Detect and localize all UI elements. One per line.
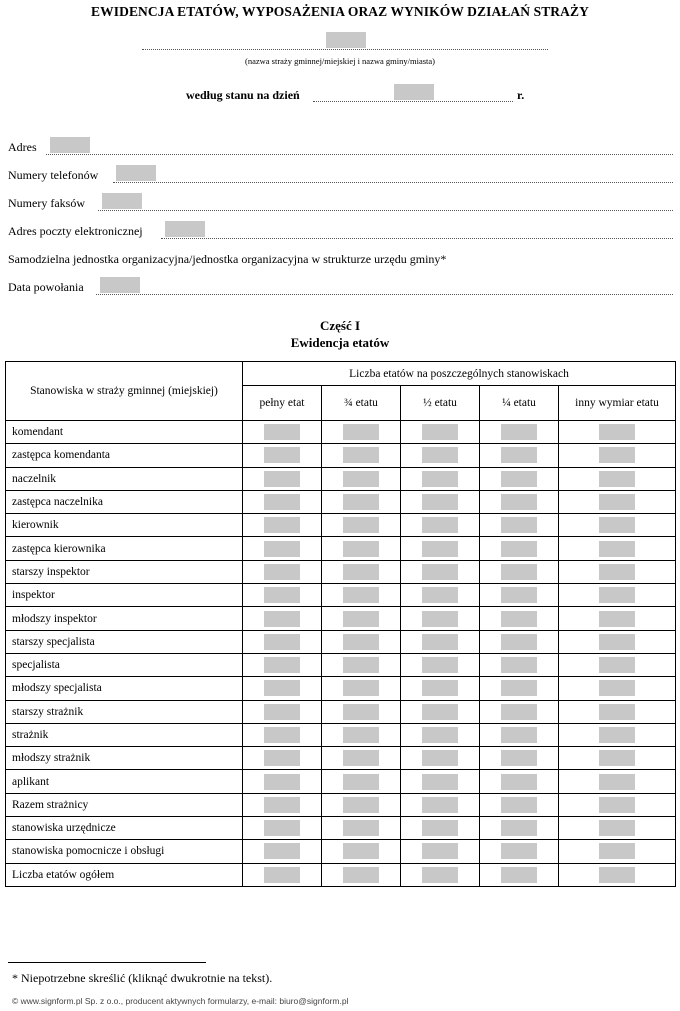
table-row (6, 630, 676, 653)
fte-input-field[interactable] (264, 680, 300, 696)
form-field-label: Numery telefonów (8, 168, 99, 182)
table-row (6, 514, 676, 537)
fte-cell (243, 863, 322, 886)
fte-input-field[interactable] (422, 750, 458, 766)
table-row (6, 770, 676, 793)
staffing-table (5, 361, 676, 887)
fte-group-header: Liczba etatów na poszczególnych stanowiskach (243, 362, 676, 386)
fte-cell (401, 653, 480, 676)
fte-cell (322, 863, 401, 886)
form-field-dotted-line (98, 210, 673, 211)
fte-cell (401, 490, 480, 513)
section-name-heading: Ewidencja etatów (290, 335, 390, 350)
fte-cell (322, 747, 401, 770)
position-label: stanowiska pomocnicze i obsługi (6, 840, 243, 863)
fte-cell (480, 490, 559, 513)
fte-input-field[interactable] (343, 797, 379, 813)
fte-cell (559, 560, 676, 583)
fte-input-field[interactable] (422, 611, 458, 627)
fte-cell (480, 793, 559, 816)
fte-input-field[interactable] (343, 680, 379, 696)
form-field-dotted-line (46, 154, 673, 155)
table-row (6, 653, 676, 676)
fte-input-field[interactable] (264, 634, 300, 650)
fte-cell (401, 421, 480, 444)
date-field[interactable] (394, 84, 434, 100)
fte-input-field[interactable] (422, 517, 458, 533)
credit-text: © www.signform.pl Sp. z o.o., producent aktywnych formularzy, e-mail: biuro@signform.pl (12, 996, 349, 1006)
fte-input-field[interactable] (422, 494, 458, 510)
fte-cell (480, 840, 559, 863)
fte-cell (322, 467, 401, 490)
fte-cell (243, 700, 322, 723)
fte-cell (322, 514, 401, 537)
fte-cell (322, 840, 401, 863)
position-label: starszy specjalista (6, 630, 243, 653)
fte-cell (401, 584, 480, 607)
fte-cell (322, 723, 401, 746)
fte-cell (401, 537, 480, 560)
form-field-dotted-line (96, 294, 673, 295)
fte-cell (559, 444, 676, 467)
fte-cell (243, 653, 322, 676)
form-field-input[interactable] (102, 193, 142, 209)
fte-cell (559, 793, 676, 816)
fte-input-field[interactable] (422, 820, 458, 836)
fte-cell (559, 723, 676, 746)
fte-cell (559, 607, 676, 630)
fte-input-field[interactable] (599, 494, 635, 510)
footnote-divider (8, 962, 206, 963)
fte-cell (322, 630, 401, 653)
fte-cell (401, 817, 480, 840)
table-row (6, 490, 676, 513)
fte-input-field[interactable] (501, 797, 537, 813)
fte-input-field[interactable] (501, 611, 537, 627)
fte-input-field[interactable] (343, 541, 379, 557)
fte-cell (480, 817, 559, 840)
fte-cell (480, 770, 559, 793)
fte-input-field[interactable] (343, 564, 379, 580)
footnote-text[interactable]: * Niepotrzebne skreślić (kliknąć dwukrotnie na tekst). (12, 971, 273, 985)
table-row (6, 421, 676, 444)
fte-input-field[interactable] (501, 494, 537, 510)
fte-input-field[interactable] (422, 587, 458, 603)
position-label: młodszy specjalista (6, 677, 243, 700)
fte-cell (559, 747, 676, 770)
position-label: inspektor (6, 584, 243, 607)
position-label: starszy inspektor (6, 560, 243, 583)
fte-input-field[interactable] (264, 820, 300, 836)
date-suffix-label: r. (517, 88, 525, 102)
fte-cell (559, 653, 676, 676)
fte-input-field[interactable] (343, 517, 379, 533)
fte-cell (559, 677, 676, 700)
fte-input-field[interactable] (264, 727, 300, 743)
fte-cell (322, 607, 401, 630)
fte-cell (480, 421, 559, 444)
fte-cell (243, 770, 322, 793)
fte-input-field[interactable] (501, 774, 537, 790)
fte-input-field[interactable] (343, 634, 379, 650)
fte-input-field[interactable] (264, 611, 300, 627)
fte-column-header: ½ etatu (401, 386, 480, 421)
fte-input-field[interactable] (599, 471, 635, 487)
form-field-label: Adres poczty elektronicznej (8, 224, 143, 238)
fte-cell (480, 700, 559, 723)
fte-input-field[interactable] (599, 447, 635, 463)
fte-input-field[interactable] (343, 750, 379, 766)
table-row (6, 560, 676, 583)
date-prefix-label: według stanu na dzień (186, 88, 300, 102)
fte-cell (243, 793, 322, 816)
fte-cell (480, 677, 559, 700)
date-dotted-line (313, 101, 513, 102)
fte-cell (243, 677, 322, 700)
fte-input-field[interactable] (501, 704, 537, 720)
table-row (6, 677, 676, 700)
fte-input-field[interactable] (599, 424, 635, 440)
fte-cell (243, 817, 322, 840)
form-field-label: Adres (8, 140, 37, 154)
fte-input-field[interactable] (422, 564, 458, 580)
fte-cell (401, 677, 480, 700)
fte-cell (480, 723, 559, 746)
fte-input-field[interactable] (264, 797, 300, 813)
fte-cell (559, 817, 676, 840)
fte-cell (480, 584, 559, 607)
fte-input-field[interactable] (501, 727, 537, 743)
fte-input-field[interactable] (501, 680, 537, 696)
fte-cell (480, 863, 559, 886)
fte-cell (243, 514, 322, 537)
fte-cell (480, 653, 559, 676)
fte-cell (559, 700, 676, 723)
fte-input-field[interactable] (501, 541, 537, 557)
fte-cell (401, 467, 480, 490)
form-field-label: Samodzielna jednostka organizacyjna/jednostka organizacyjna w strukturze urzędu gminy* (8, 252, 447, 266)
fte-cell (243, 421, 322, 444)
fte-cell (322, 560, 401, 583)
position-label: komendant (6, 421, 243, 444)
fte-input-field[interactable] (422, 657, 458, 673)
fte-input-field[interactable] (422, 634, 458, 650)
fte-cell (401, 770, 480, 793)
position-label: zastępca naczelnika (6, 490, 243, 513)
fte-cell (559, 537, 676, 560)
org-name-field[interactable] (326, 32, 366, 48)
table-row (6, 584, 676, 607)
table-row (6, 700, 676, 723)
fte-cell (401, 840, 480, 863)
fte-input-field[interactable] (264, 447, 300, 463)
fte-cell (559, 863, 676, 886)
fte-input-field[interactable] (343, 727, 379, 743)
fte-input-field[interactable] (501, 820, 537, 836)
fte-input-field[interactable] (422, 774, 458, 790)
fte-cell (401, 723, 480, 746)
position-label: stanowiska urzędnicze (6, 817, 243, 840)
section-part-heading: Część I (319, 318, 361, 333)
fte-cell (322, 490, 401, 513)
fte-cell (559, 421, 676, 444)
fte-input-field[interactable] (422, 471, 458, 487)
fte-cell (480, 467, 559, 490)
fte-input-field[interactable] (264, 471, 300, 487)
fte-input-field[interactable] (264, 843, 300, 859)
fte-cell (480, 630, 559, 653)
fte-input-field[interactable] (264, 587, 300, 603)
fte-input-field[interactable] (501, 657, 537, 673)
position-label: młodszy inspektor (6, 607, 243, 630)
form-field-label: Data powołania (8, 280, 84, 294)
fte-input-field[interactable] (599, 774, 635, 790)
org-name-dotted-line (142, 49, 548, 50)
position-column-header: Stanowiska w straży gminnej (miejskiej) (6, 362, 243, 421)
position-label: aplikant (6, 770, 243, 793)
table-row (6, 863, 676, 886)
form-field-input[interactable] (100, 277, 140, 293)
fte-cell (401, 863, 480, 886)
table-row (6, 817, 676, 840)
fte-input-field[interactable] (599, 657, 635, 673)
form-field-label: Numery faksów (8, 196, 85, 210)
fte-cell (480, 444, 559, 467)
fte-cell (322, 537, 401, 560)
fte-cell (480, 560, 559, 583)
position-label: zastępca komendanta (6, 444, 243, 467)
position-label: kierownik (6, 514, 243, 537)
position-label: młodszy strażnik (6, 747, 243, 770)
fte-input-field[interactable] (343, 447, 379, 463)
fte-input-field[interactable] (599, 541, 635, 557)
form-field-input[interactable] (165, 221, 205, 237)
fte-input-field[interactable] (264, 517, 300, 533)
fte-cell (243, 840, 322, 863)
table-row (6, 723, 676, 746)
fte-cell (243, 537, 322, 560)
fte-cell (559, 490, 676, 513)
fte-cell (401, 793, 480, 816)
fte-input-field[interactable] (599, 820, 635, 836)
fte-input-field[interactable] (422, 680, 458, 696)
fte-input-field[interactable] (422, 447, 458, 463)
table-row (6, 793, 676, 816)
fte-input-field[interactable] (343, 820, 379, 836)
org-name-caption: (nazwa straży gminnej/miejskiej i nazwa gminy/miasta) (244, 56, 435, 66)
fte-input-field[interactable] (264, 564, 300, 580)
fte-input-field[interactable] (501, 424, 537, 440)
form-field-dotted-line (113, 182, 673, 183)
fte-cell (401, 560, 480, 583)
fte-input-field[interactable] (501, 587, 537, 603)
fte-cell (243, 444, 322, 467)
fte-input-field[interactable] (599, 680, 635, 696)
fte-input-field[interactable] (501, 750, 537, 766)
fte-input-field[interactable] (264, 750, 300, 766)
fte-input-field[interactable] (501, 447, 537, 463)
table-row (6, 747, 676, 770)
fte-cell (243, 723, 322, 746)
fte-input-field[interactable] (264, 657, 300, 673)
fte-input-field[interactable] (264, 494, 300, 510)
fte-column-header: ¼ etatu (480, 386, 559, 421)
fte-input-field[interactable] (599, 704, 635, 720)
fte-input-field[interactable] (422, 867, 458, 883)
fte-input-field[interactable] (264, 867, 300, 883)
fte-input-field[interactable] (264, 424, 300, 440)
fte-input-field[interactable] (501, 634, 537, 650)
table-row (6, 467, 676, 490)
fte-cell (401, 700, 480, 723)
fte-input-field[interactable] (599, 587, 635, 603)
table-row (6, 840, 676, 863)
fte-cell (401, 630, 480, 653)
fte-input-field[interactable] (343, 471, 379, 487)
fte-input-field[interactable] (343, 774, 379, 790)
fte-input-field[interactable] (599, 727, 635, 743)
fte-input-field[interactable] (599, 564, 635, 580)
position-label: specjalista (6, 653, 243, 676)
fte-column-header: inny wymiar etatu (559, 386, 676, 421)
table-row (6, 537, 676, 560)
fte-cell (559, 467, 676, 490)
fte-input-field[interactable] (343, 657, 379, 673)
fte-input-field[interactable] (422, 843, 458, 859)
fte-input-field[interactable] (343, 611, 379, 627)
fte-cell (243, 747, 322, 770)
fte-cell (480, 514, 559, 537)
position-label: naczelnik (6, 467, 243, 490)
fte-cell (322, 421, 401, 444)
fte-column-header: pełny etat (243, 386, 322, 421)
fte-cell (559, 770, 676, 793)
form-field-input[interactable] (50, 137, 90, 153)
fte-cell (480, 537, 559, 560)
position-label: zastępca kierownika (6, 537, 243, 560)
fte-input-field[interactable] (422, 704, 458, 720)
document-title: EWIDENCJA ETATÓW, WYPOSAŻENIA ORAZ WYNIKÓW DZIAŁAŃ STRAŻY (91, 4, 589, 19)
fte-cell (559, 630, 676, 653)
table-row (6, 444, 676, 467)
fte-input-field[interactable] (343, 867, 379, 883)
fte-cell (243, 490, 322, 513)
fte-input-field[interactable] (264, 704, 300, 720)
fte-cell (243, 584, 322, 607)
fte-cell (322, 700, 401, 723)
fte-input-field[interactable] (599, 750, 635, 766)
fte-input-field[interactable] (599, 634, 635, 650)
fte-input-field[interactable] (422, 797, 458, 813)
fte-input-field[interactable] (343, 843, 379, 859)
fte-cell (322, 817, 401, 840)
fte-cell (322, 653, 401, 676)
fte-cell (401, 607, 480, 630)
fte-cell (559, 584, 676, 607)
position-label: starszy strażnik (6, 700, 243, 723)
fte-cell (401, 444, 480, 467)
fte-input-field[interactable] (599, 611, 635, 627)
position-label: strażnik (6, 723, 243, 746)
fte-cell (559, 514, 676, 537)
fte-input-field[interactable] (264, 541, 300, 557)
fte-cell (480, 747, 559, 770)
form-field-input[interactable] (116, 165, 156, 181)
fte-input-field[interactable] (343, 704, 379, 720)
position-label: Razem strażnicy (6, 793, 243, 816)
fte-input-field[interactable] (343, 587, 379, 603)
fte-input-field[interactable] (599, 517, 635, 533)
fte-cell (322, 677, 401, 700)
fte-column-header: ¾ etatu (322, 386, 401, 421)
fte-cell (322, 793, 401, 816)
fte-input-field[interactable] (599, 797, 635, 813)
fte-input-field[interactable] (422, 424, 458, 440)
fte-input-field[interactable] (501, 517, 537, 533)
fte-cell (243, 560, 322, 583)
fte-input-field[interactable] (501, 843, 537, 859)
position-label: Liczba etatów ogółem (6, 863, 243, 886)
fte-input-field[interactable] (264, 774, 300, 790)
fte-cell (480, 607, 559, 630)
table-row (6, 607, 676, 630)
fte-cell (243, 467, 322, 490)
fte-input-field[interactable] (501, 564, 537, 580)
fte-input-field[interactable] (599, 843, 635, 859)
fte-cell (401, 514, 480, 537)
fte-cell (322, 444, 401, 467)
fte-input-field[interactable] (501, 867, 537, 883)
fte-cell (559, 840, 676, 863)
fte-cell (322, 584, 401, 607)
fte-input-field[interactable] (501, 471, 537, 487)
fte-cell (243, 607, 322, 630)
fte-cell (322, 770, 401, 793)
fte-input-field[interactable] (422, 541, 458, 557)
fte-input-field[interactable] (343, 424, 379, 440)
fte-cell (243, 630, 322, 653)
fte-input-field[interactable] (599, 867, 635, 883)
fte-input-field[interactable] (422, 727, 458, 743)
fte-input-field[interactable] (343, 494, 379, 510)
form-field-dotted-line (161, 238, 673, 239)
fte-cell (401, 747, 480, 770)
